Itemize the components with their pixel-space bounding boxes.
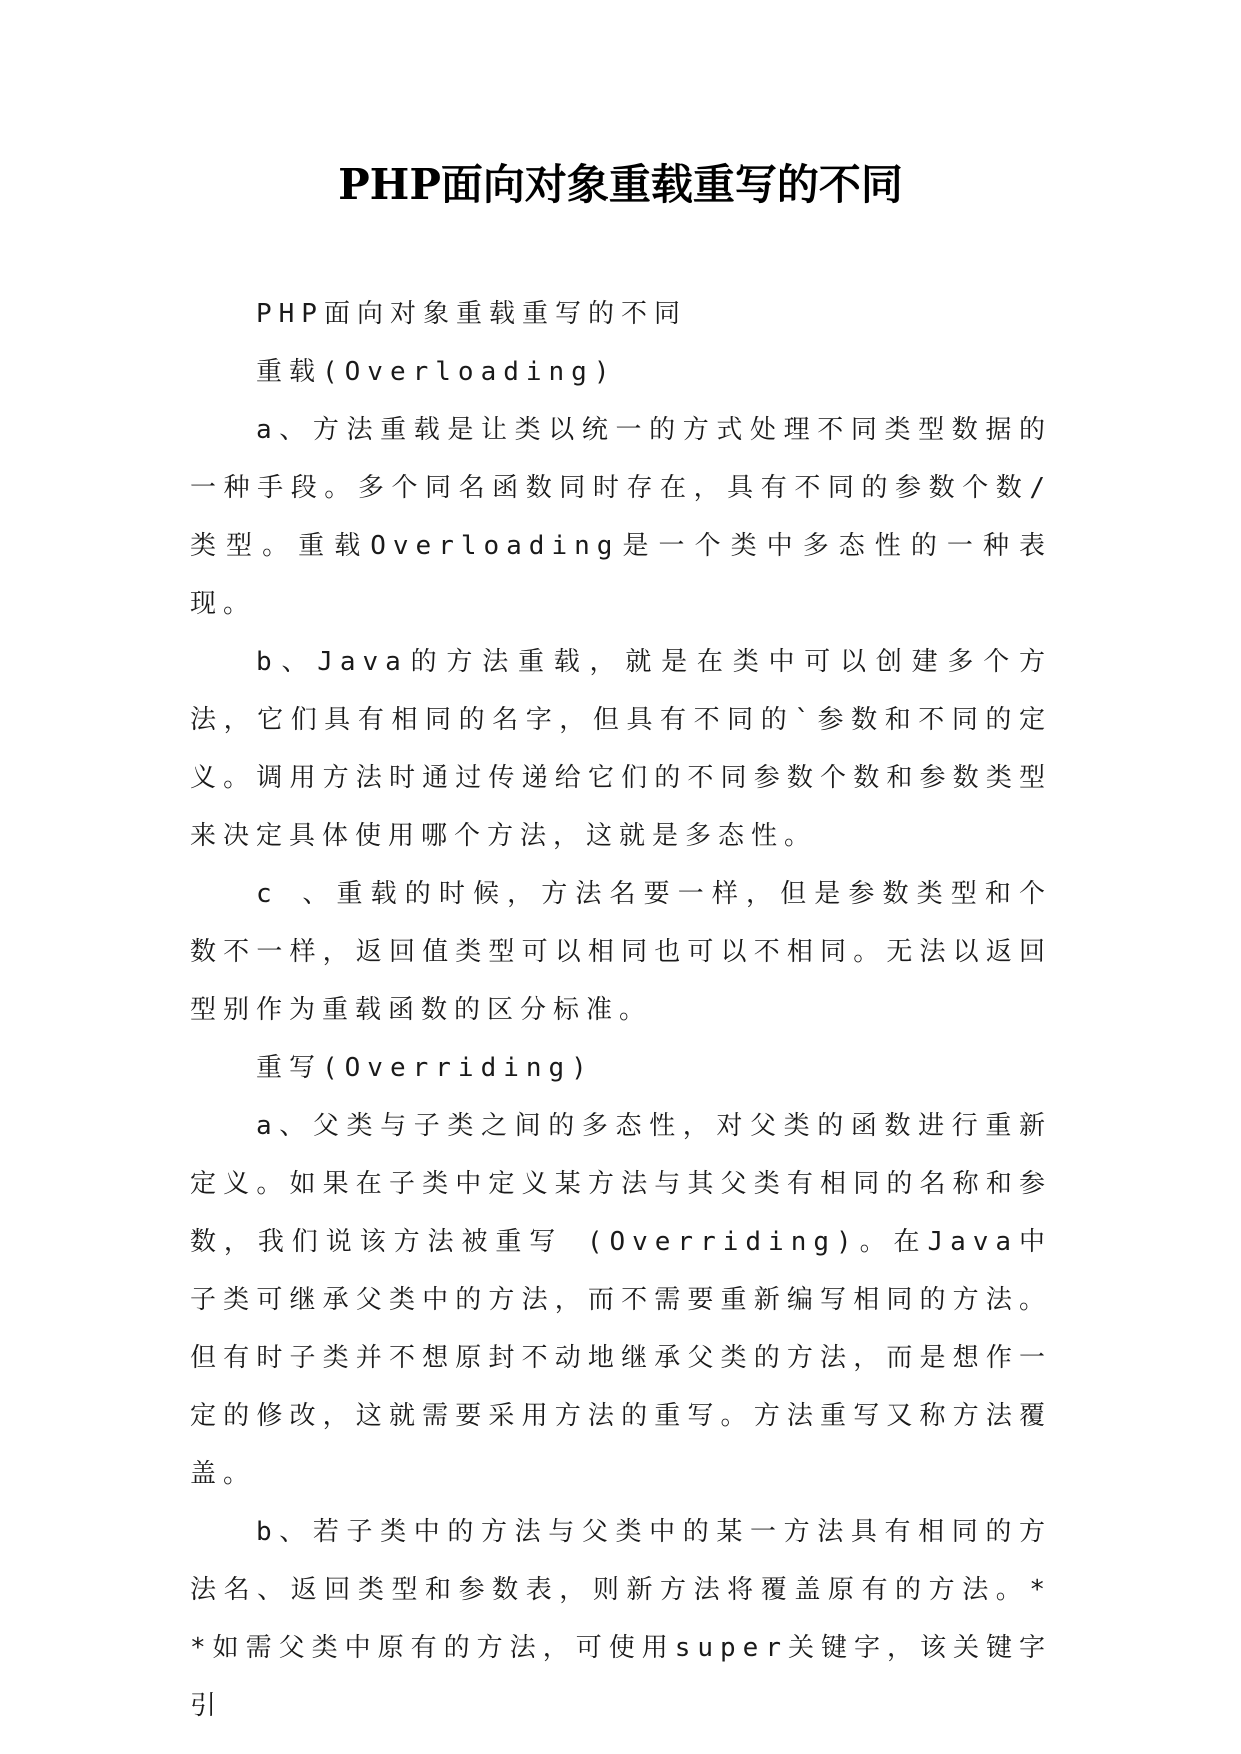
document-body	[190, 285, 1052, 1735]
paragraph-overriding-b: b、若子类中的方法与父类中的某一方法具有相同的方法名、返回类型和参数表，则新方法将覆盖原有的方法。**如需父类中原有的方法，可使用super关键字，该关键字引	[190, 1517, 1052, 1721]
paragraph-overriding-a: a、父类与子类之间的多态性，对父类的函数进行重新定义。如果在子类中定义某方法与其父类有相同的名称和参数，我们说该方法被重写 (Overriding)。在Java中子类可继承父类中的方法，而不需要重新编写相同的方法。但有时子类并不想原封不动地继承父类的方法，而是想作一定的修改，这就需要采用方法的重写。方法重写又称方法覆盖。	[190, 1111, 1052, 1489]
paragraph-overloading-c: c 、重载的时候，方法名要一样，但是参数类型和个数不一样，返回值类型可以相同也可以不相同。无法以返回型别作为重载函数的区分标准。	[190, 879, 1052, 1025]
section-heading-overloading: 重载(Overloading)	[256, 357, 617, 387]
document-title: PHP面向对象重载重写的不同	[338, 160, 903, 209]
paragraph-overloading-a: a、方法重载是让类以统一的方式处理不同类型数据的一种手段。多个同名函数同时存在，具有不同的参数个数/类型。重载Overloading是一个类中多态性的一种表现。	[190, 415, 1052, 619]
paragraph-overloading-b: b、Java的方法重载，就是在类中可以创建多个方法，它们具有相同的名字，但具有不同的`参数和不同的定义。调用方法时通过传递给它们的不同参数个数和参数类型来决定具体使用哪个方法，这就是多态性。	[190, 647, 1052, 851]
paragraph-heading: PHP面向对象重载重写的不同	[256, 299, 687, 329]
section-heading-overriding: 重写(Overriding)	[256, 1053, 594, 1083]
